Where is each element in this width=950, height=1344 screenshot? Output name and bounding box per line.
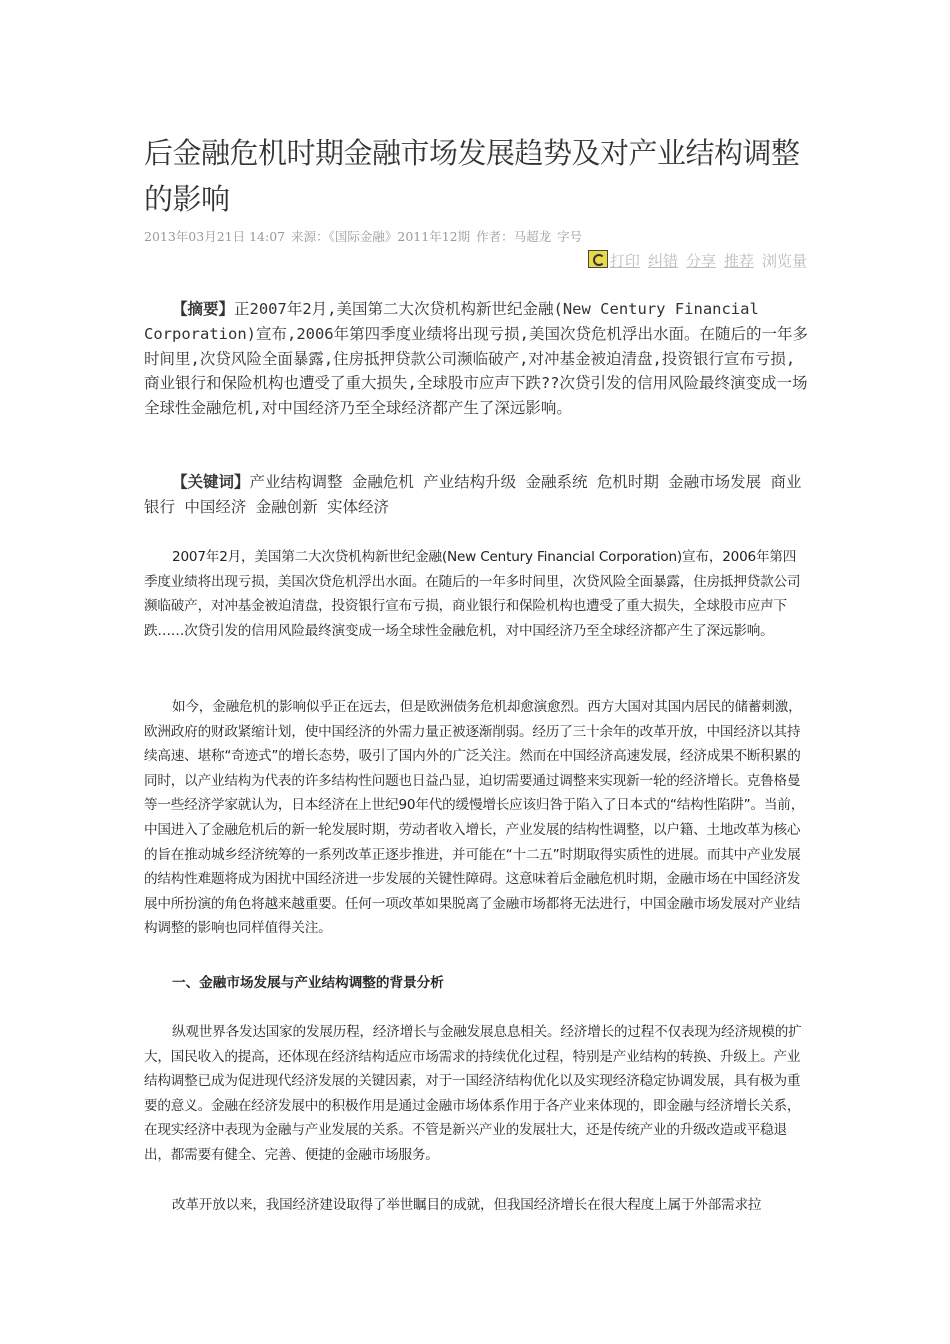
abstract-label: 【摘要】	[172, 300, 235, 318]
font-size-link[interactable]: 字号	[557, 229, 583, 244]
views-label: 浏览量	[761, 252, 807, 270]
paragraph: 如今，金融危机的影响似乎正在远去，但是欧洲债务危机却愈演愈烈。西方大国对其国内居民的储蓄刺激，欧洲政府的财政紧缩计划，使中国经济的外需力量正被逐渐削弱。经历了三十余年的改革开放，中国经济以其持续高速、堪称“奇迹式”的增长态势，吸引了国内外的广泛关注。然而在中国经济高速发展，经济成果不断积累的同时，以产业结构为代表的许多结构性问题也日益凸显，迫切需要通过调整来实现新一轮的经济增长。克鲁格曼等一些经济学家就认为，日本经济在上世纪90年代的缓慢增长应该归咎于陷入了日本式的“结构性陷阱”。当前，中国进入了金融危机后的新一轮发展时期，劳动者收入增长，产业发展的结构性调整，以户籍、土地改革为核心的旨在推动城乡经济统筹的一系列改革正逐步推进，并可能在“十二五”时期取得实质性的进展。而其中产业发展的结构性难题将成为困扰中国经济进一步发展的关键性障碍。这意味着后金融危机时期，金融市场在中国经济发展中所扮演的角色将越来越重要。任何一项改革如果脱离了金融市场都将无法进行，中国金融市场发展对产业结构调整的影响也同样值得关注。	[144, 699, 805, 937]
print-icon[interactable]	[588, 250, 608, 268]
author: 马超龙	[513, 229, 552, 244]
keywords-label: 【关键词】	[172, 473, 250, 491]
publish-date: 2013年03月21日 14:07	[144, 229, 286, 244]
paragraph: 2007年2月，美国第二大次贷机构新世纪金融(New Century Financial Corporation)宣布，2006年第四季度业绩将出现亏损，美国次贷危机浮出水面。在随后的一年多时间里，次贷风险全面暴露，住房抵押贷款公司濒临破产，对冲基金被迫清盘，投资银行宣布亏损，商业银行和保险机构也遭受了重大损失，全球股市应声下跌……次贷引发的信用风险最终演变成一场全球性金融危机，对中国经济乃至全球经济都产生了深远影响。	[144, 549, 801, 639]
recommend-link[interactable]: 推荐	[723, 252, 754, 270]
keywords	[144, 470, 809, 520]
correct-link[interactable]: 纠错	[647, 252, 678, 270]
share-link[interactable]: 分享	[685, 252, 716, 270]
section-heading: 一、金融市场发展与产业结构调整的背景分析	[172, 975, 444, 991]
abstract	[144, 297, 809, 421]
source: 《国际金融》2011年12期	[328, 229, 471, 244]
author-label: 作者：	[476, 229, 514, 244]
source-label: 来源：	[291, 229, 329, 244]
paragraph: 改革开放以来，我国经济建设取得了举世瞩目的成就，但我国经济增长在很大程度上属于外部需求拉	[172, 1197, 762, 1213]
keywords-text: 产业结构调整 金融危机 产业结构升级 金融系统 危机时期 金融市场发展 商业银行 中国经济 金融创新 实体经济	[144, 473, 802, 516]
abstract-text: 正2007年2月,美国第二大次贷机构新世纪金融(New Century Financial Corporation)宣布,2006年第四季度业绩将出现亏损,美国次贷危机浮出水面。在随后的一年多时间里,次贷风险全面暴露,住房抵押贷款公司濒临破产,对冲基金被迫清盘,投资银行宣布亏损,商业银行和保险机构也遭受了重大损失,全球股市应声下跌??次贷引发的信用风险最终演变成一场全球性金融危机,对中国经济乃至全球经济都产生了深远影响。	[144, 300, 808, 418]
article-toolbar	[588, 250, 807, 271]
article-meta	[144, 227, 809, 245]
print-link[interactable]: 打印	[609, 252, 640, 270]
paragraph: 纵观世界各发达国家的发展历程，经济增长与金融发展息息相关。经济增长的过程不仅表现为经济规模的扩大，国民收入的提高，还体现在经济结构适应市场需求的持续优化过程，特别是产业结构的转换、升级上。产业结构调整已成为促进现代经济发展的关键因素，对于一国经济结构优化以及实现经济稳定协调发展，具有极为重要的意义。金融在经济发展中的积极作用是通过金融市场体系作用于各产业来体现的，即金融与经济增长关系，在现实经济中表现为金融与产业发展的关系。不管是新兴产业的发展壮大，还是传统产业的升级改造或平稳退出，都需要有健全、完善、便捷的金融市场服务。	[144, 1024, 802, 1163]
page-title: 后金融危机时期金融市场发展趋势及对产业结构调整的影响	[144, 136, 800, 216]
